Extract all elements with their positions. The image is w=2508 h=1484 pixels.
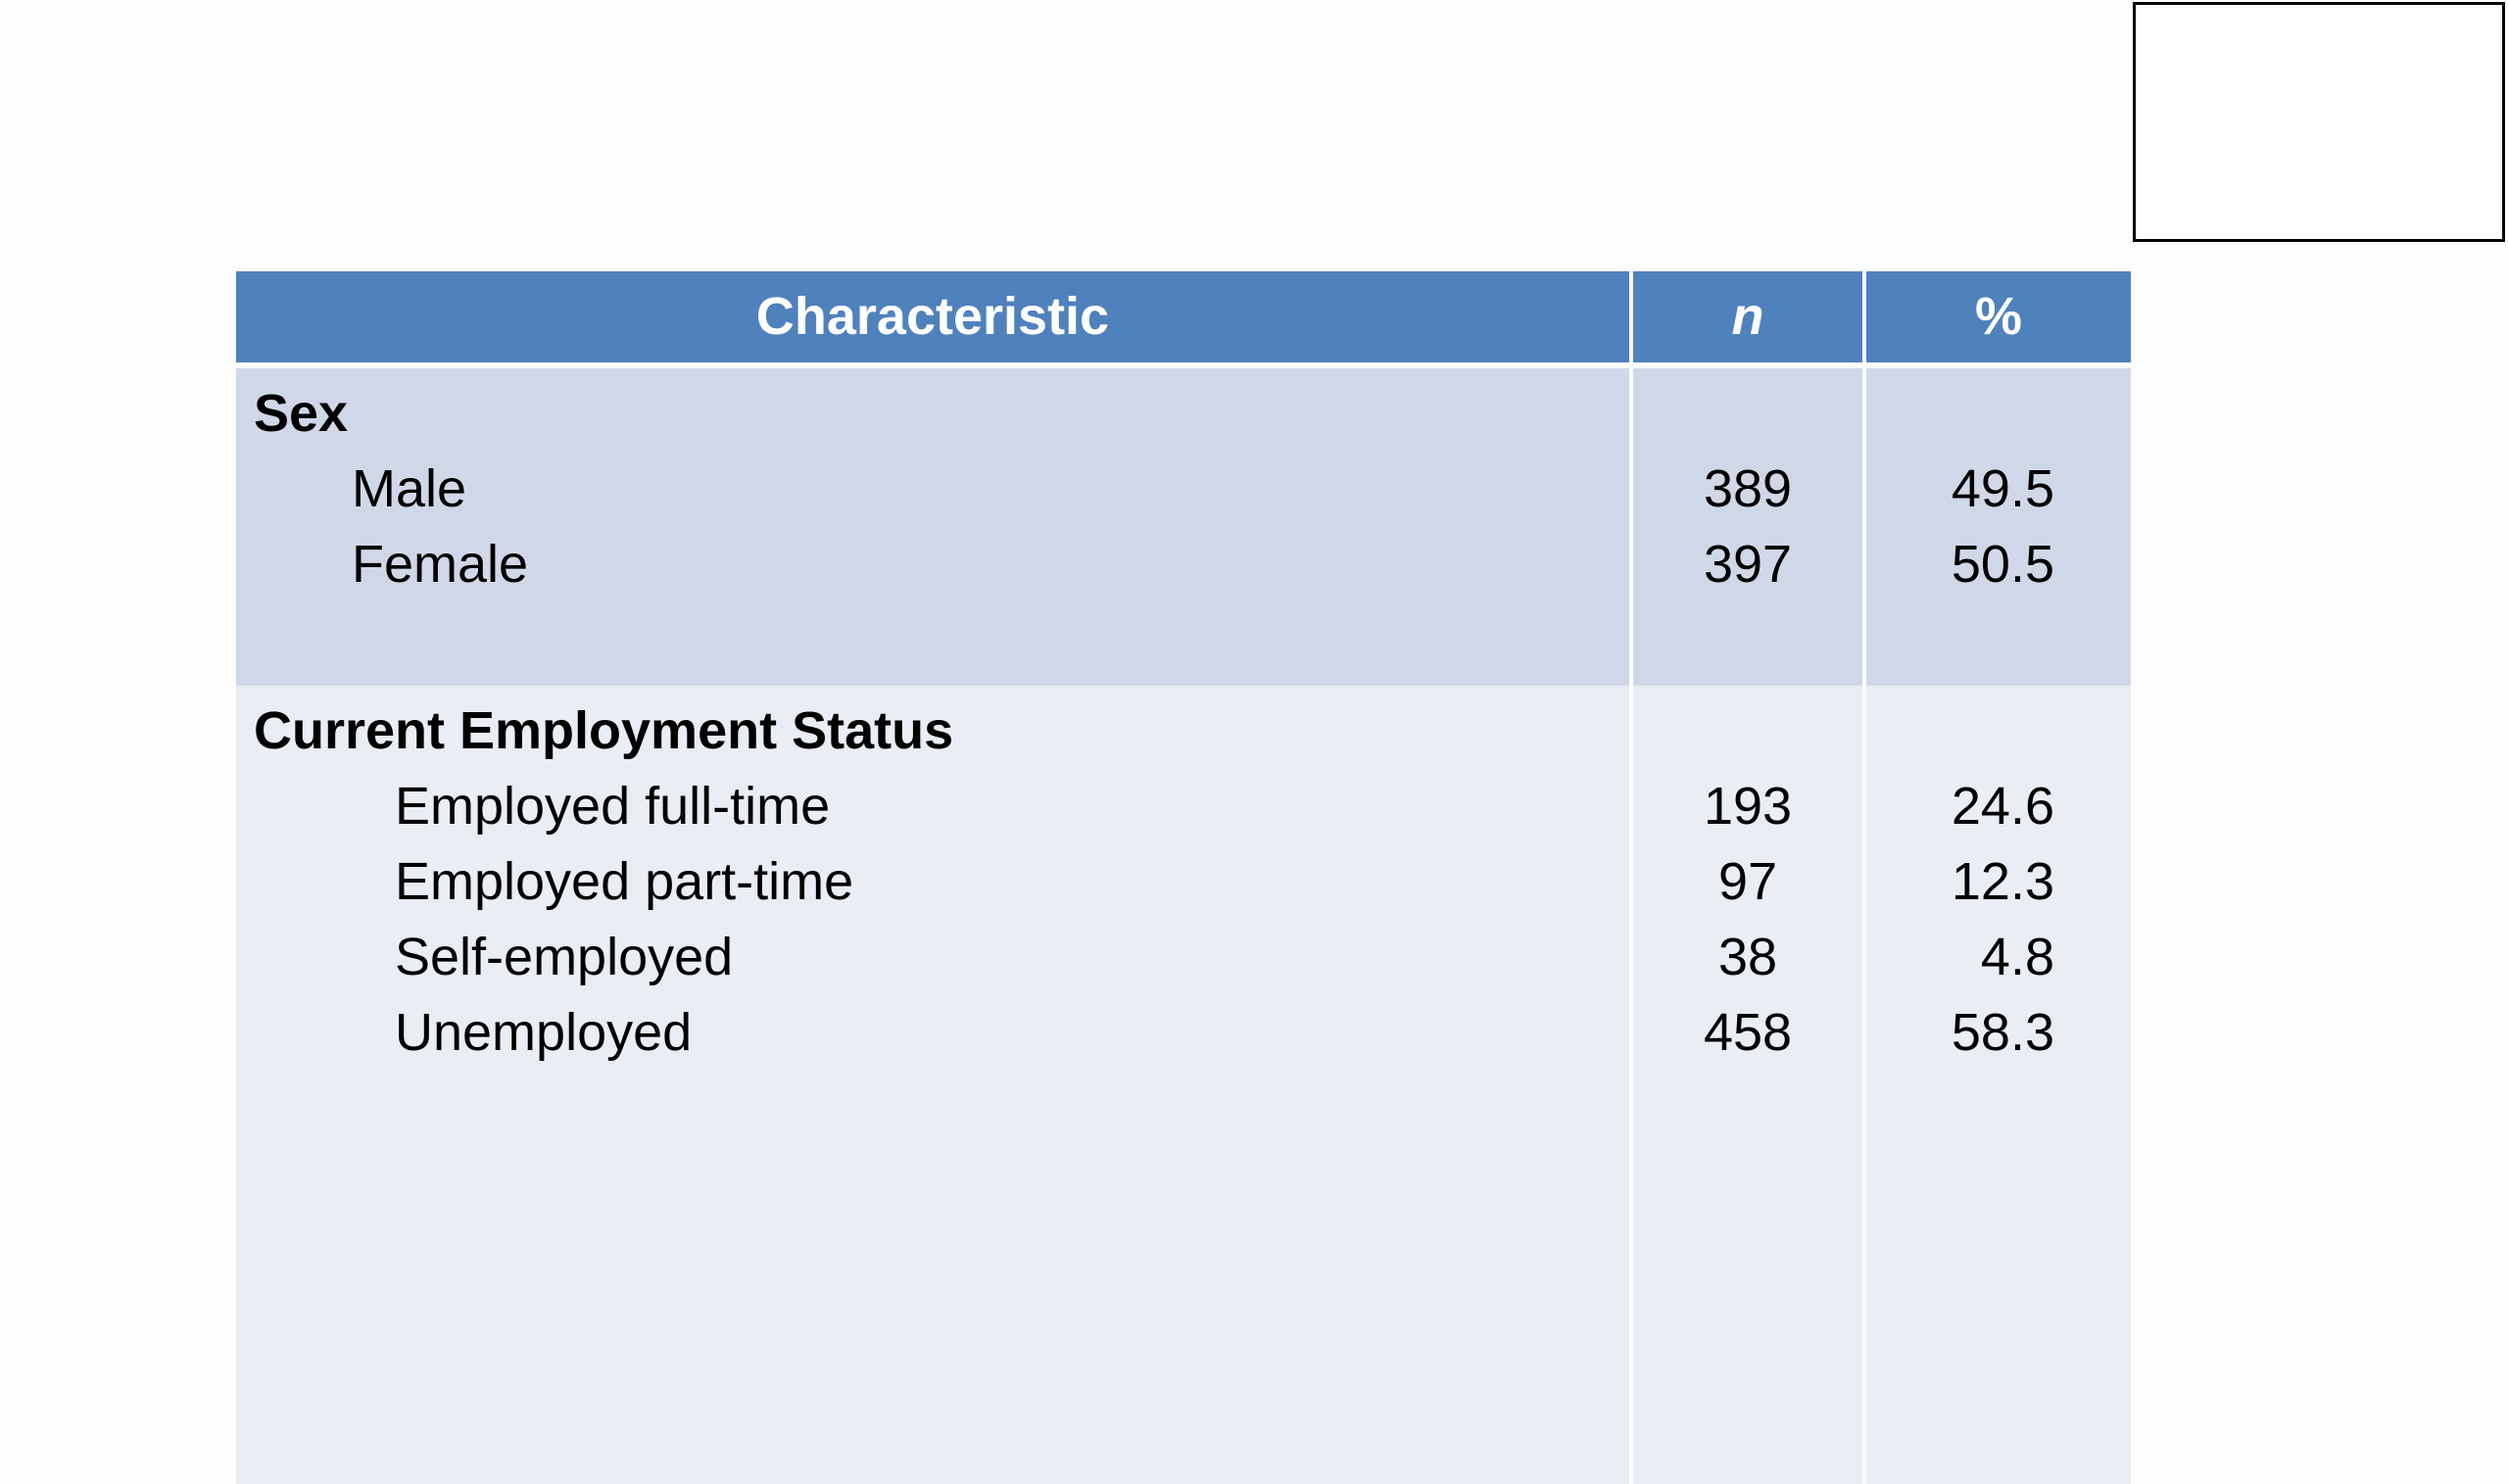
row-percent-value: 50.5 [1951, 535, 2054, 594]
group-band-employment [236, 686, 2131, 1484]
band-cell-n [1633, 686, 1862, 1484]
row-n-value: 458 [1703, 1003, 1793, 1062]
row-label: Male [352, 459, 467, 518]
table-header-row [236, 271, 2131, 362]
row-percent-value: 12.3 [1951, 852, 2054, 911]
row-percent-value: 24.6 [1951, 777, 2054, 836]
row-label: Unemployed [395, 1003, 693, 1062]
row-n-value: 193 [1703, 777, 1793, 836]
row-n-value: 38 [1717, 928, 1778, 986]
row-label: Employed full-time [395, 777, 831, 836]
header-n: n [1633, 271, 1862, 362]
row-n-value: 97 [1717, 852, 1778, 911]
row-n-value: 389 [1703, 459, 1793, 518]
header-characteristic: Characteristic [236, 271, 1629, 362]
row-label: Self-employed [395, 928, 734, 986]
row-n-value: 397 [1703, 535, 1793, 594]
band-cell-percent [1866, 686, 2131, 1484]
group-label: Sex [254, 384, 349, 443]
group-label: Current Employment Status [254, 701, 954, 760]
row-percent-value: 4.8 [1980, 928, 2054, 986]
row-label: Female [352, 535, 529, 594]
row-percent-value: 49.5 [1951, 459, 2054, 518]
row-label: Employed part-time [395, 852, 854, 911]
row-percent-value: 58.3 [1951, 1003, 2054, 1062]
header-percent: % [1866, 271, 2131, 362]
empty-frame-box [2133, 2, 2505, 242]
band-cell-characteristic [236, 686, 1629, 1484]
